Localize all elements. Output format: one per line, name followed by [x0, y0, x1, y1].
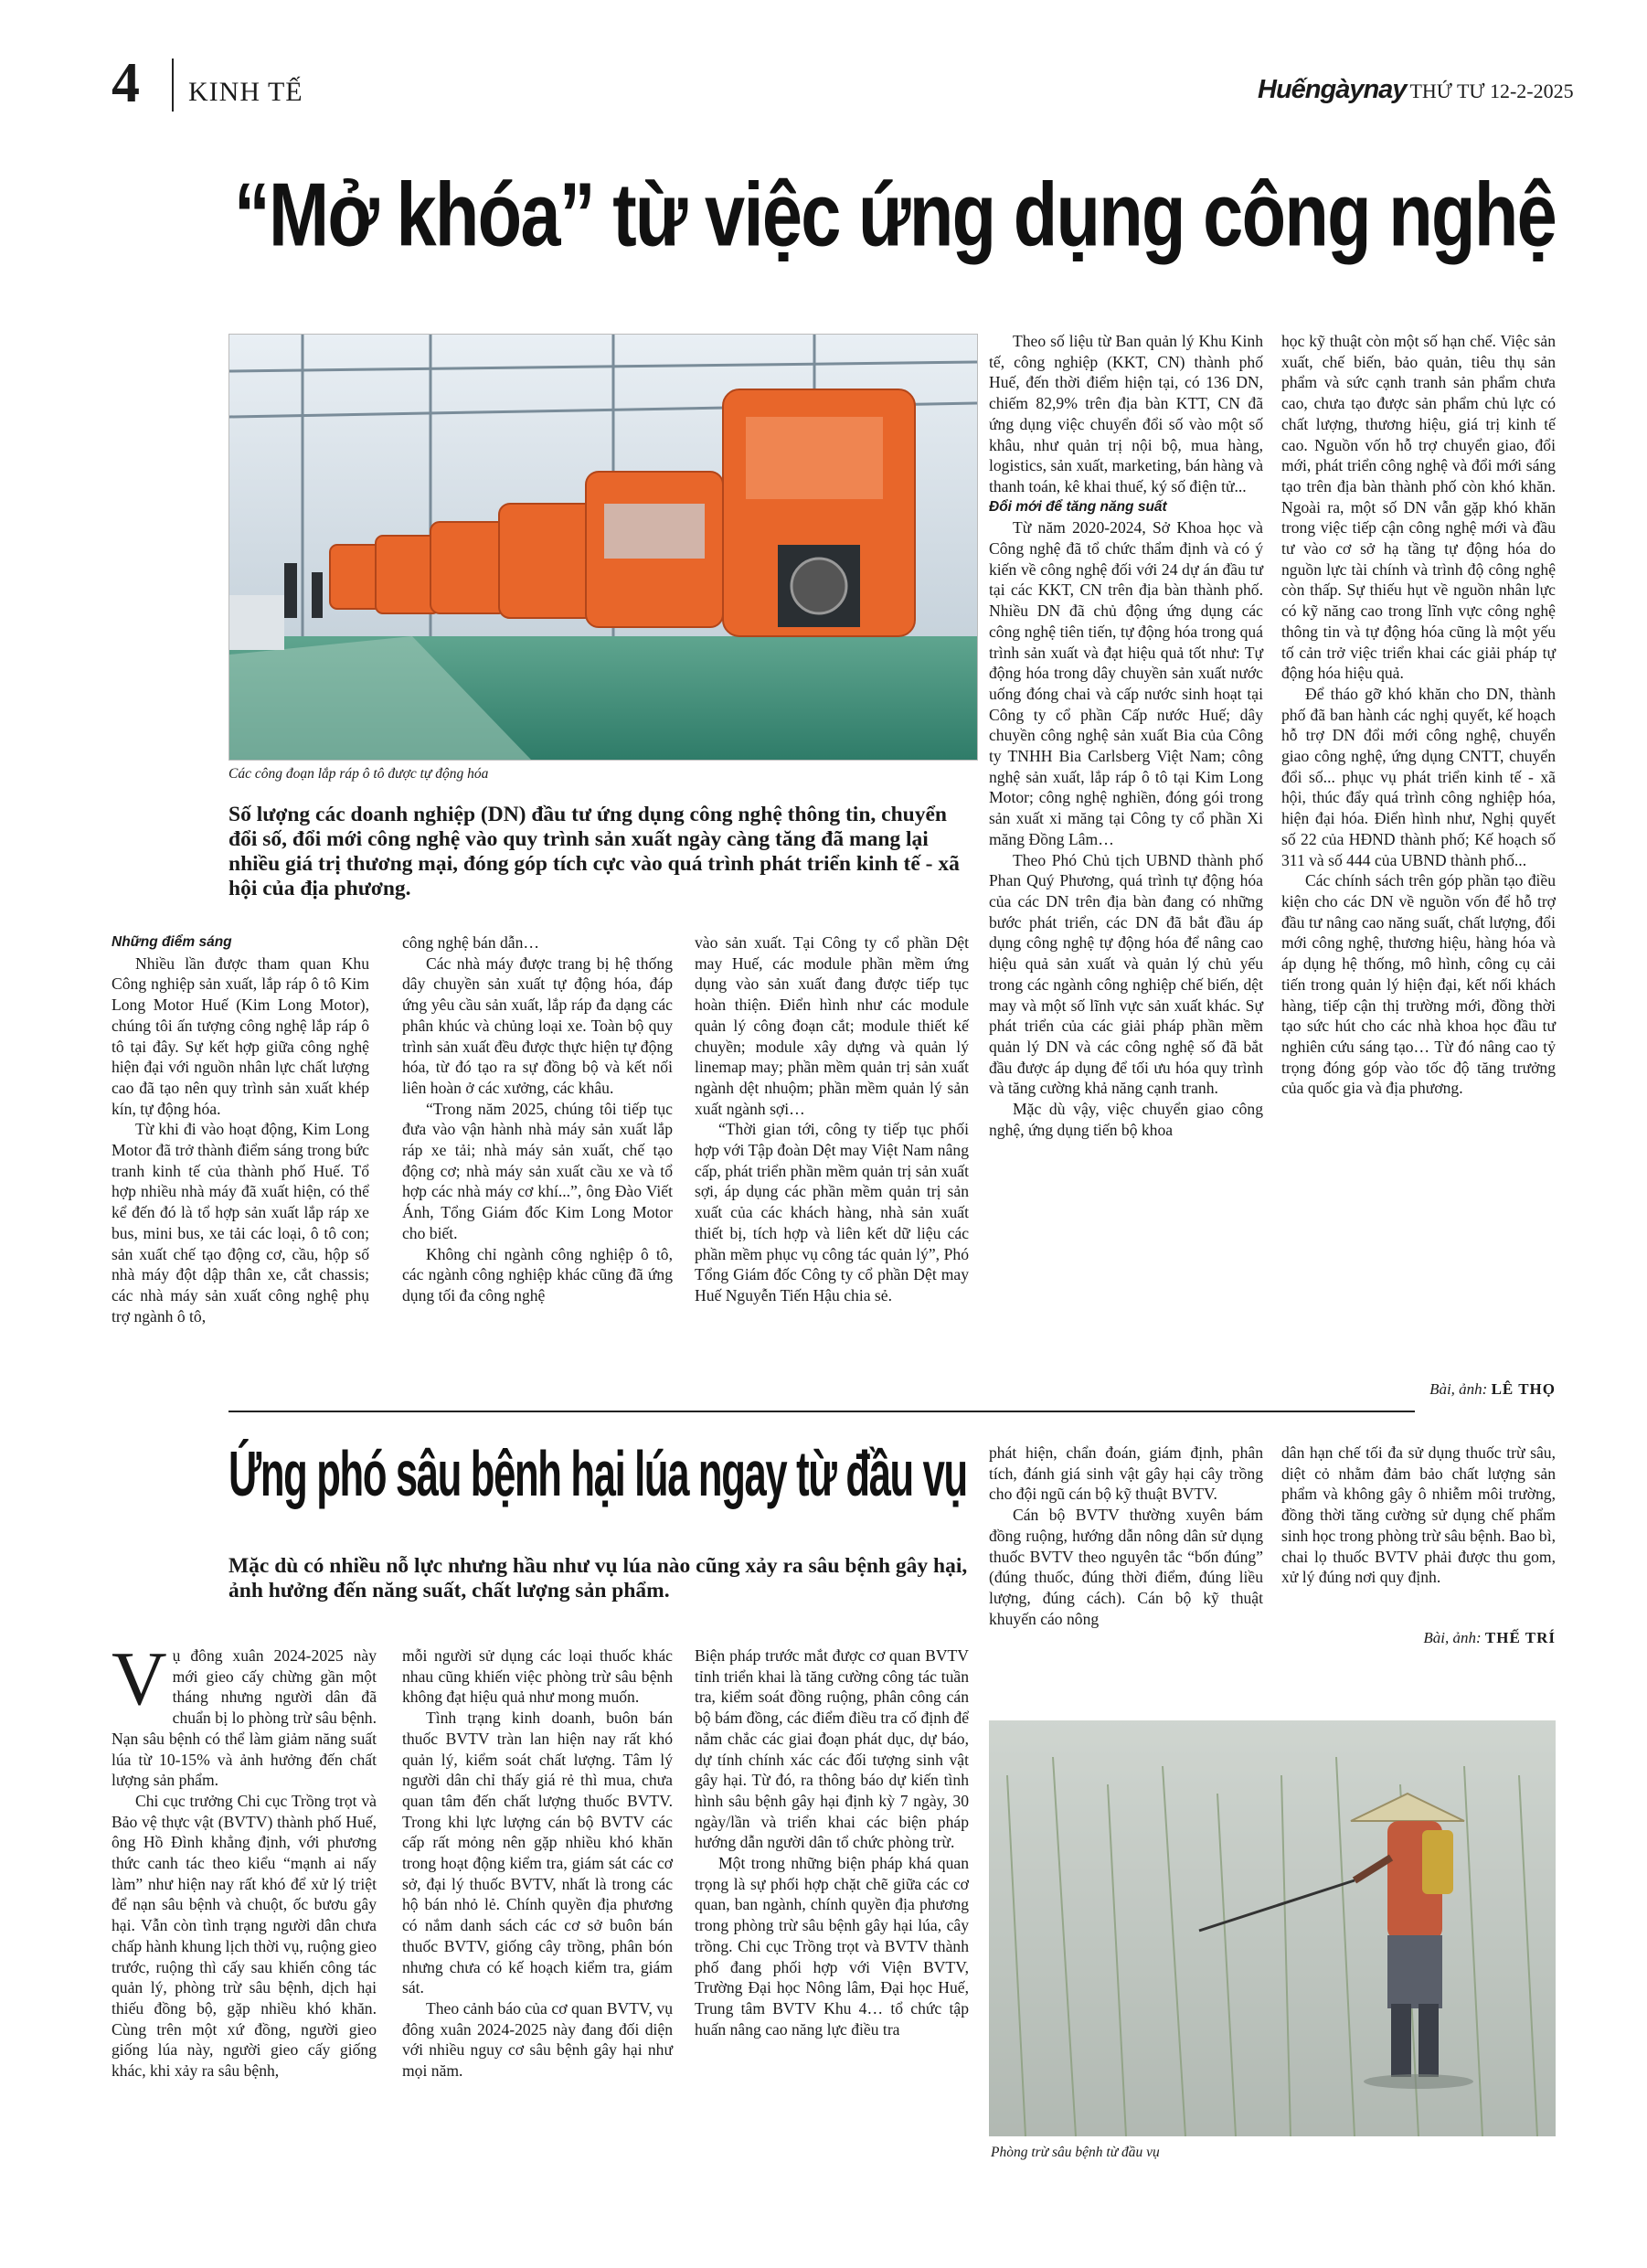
article1-byline [1281, 1380, 1556, 1399]
article1-column-4 [989, 331, 1263, 1140]
paragraph: Theo Phó Chủ tịch UBND thành phố Phan Quý Phương, quá trình tự động hóa của các DN trên địa bàn đang có những bước phát triển, các DN đã bắt đầu áp dụng công nghệ tự động hóa để nâng cao hiệu quả sản xuất và quản lý chủ yếu trong các ngành công nghiệp chế biến, dệt may và một số lĩnh vực sản xuất khác. Sự phát triển của các giải pháp phần mềm quản lý DN và các công nghệ số đã bắt đầu được áp dụng để tối ưu hóa quy trình và tăng cường khả năng cạnh tranh. [989, 850, 1263, 1098]
paragraph: Tình trạng kinh doanh, buôn bán thuốc BVTV tràn lan hiện nay rất khó quản lý, kiểm soát chất lượng. Tâm lý người dân chỉ thấy giá rẻ thì mua, chưa quan tâm đến chất lượng thuốc BVTV. Trong khi lực lượng cán bộ BVTV các cấp rất mỏng nên gặp nhiều khó khăn trong hoạt động kiểm tra, giám sát các cơ sở, đại lý thuốc BVTV, nhất là trong các hộ bán nhỏ lẻ. Chính quyền địa phương có nắm danh sách các cơ sở buôn bán thuốc BVTV, giống cây trồng, phân bón nhưng chưa có kế hoạch kiểm tra, giám sát. [402, 1709, 673, 1997]
page-number: 4 [112, 52, 140, 114]
paragraph: “Thời gian tới, công ty tiếp tục phối hợp với Tập đoàn Dệt may Việt Nam nâng cấp, phát triển phần mềm quản trị sản xuất sợi, áp dụng các phần mềm quản trị sản xuất của các khách hàng, nhà sản xuất thiết bị, tích hợp và liên kết dữ liệu các phần mềm phục vụ công tác quản lý”, Phó Tổng Giám đốc Công ty cổ phần Dệt may Huế Nguyễn Tiến Hậu chia sẻ. [695, 1120, 969, 1304]
paragraph: “Trong năm 2025, chúng tôi tiếp tục đưa vào vận hành nhà máy sản xuất lắp ráp xe tải; nhà máy sản xuất, chế tạo động cơ; nhà máy sản xuất cầu xe và tổ hợp các nhà máy cơ khí...”, ông Đào Viết Ánh, Tổng Giám đốc Kim Long Motor cho biết. [402, 1099, 673, 1242]
paragraph: Một trong những biện pháp khá quan trọng là sự phối hợp chặt chẽ giữa các cơ quan, ban ngành, chính quyền địa phương trong phòng trừ sâu bệnh gây hại lúa, cây trồng. Chi cục Trồng trọt và BVTV thành phố đang phối hợp với Viện BVTV, Trường Đại học Nông lâm, Đại học Huế, Trung tâm BVTV Khu 4… tổ chức tập huấn nâng cao năng lực điều tra [695, 1854, 969, 2039]
article1-subhead-2: Đổi mới để tăng năng suất [989, 498, 1167, 515]
paragraph: Nhiều lần được tham quan Khu Công nghiệp sản xuất, lắp ráp ô tô Kim Long Motor Huế (Kim Long Motor), chúng tôi ấn tượng công nghệ lắp ráp ô tô tại đây. Sự kết hợp giữa công nghệ hiện đại với nguồn nhân lực chất lượng cao đã tạo nên quy trình sản xuất khép kín, tự động hóa. [112, 953, 369, 1118]
article1-headline: “Mở khóa” từ việc ứng dụng công nghệ [234, 164, 1557, 265]
article2-headline: Ứng phó sâu bệnh hại lúa ngay từ đầu vụ [228, 1438, 967, 1510]
paragraph: mỗi người sử dụng các loại thuốc khác nhau cũng khiến việc phòng trừ sâu bệnh không đạt hiệu quả như mong muốn. [402, 1646, 673, 1707]
article1-photo [228, 334, 978, 761]
article1-column-2 [402, 932, 673, 1306]
paragraph: dân hạn chế tối đa sử dụng thuốc trừ sâu, diệt cỏ nhằm đảm bảo chất lượng sản phẩm và không gây ô nhiễm môi trường, đồng thời tăng cường sử dụng chế phẩm sinh học trong phòng trừ sâu bệnh. Bao bì, chai lọ thuốc BVTV phải được thu gom, xử lý đúng nơi quy định. [1281, 1443, 1556, 1587]
article2-photo-caption: Phòng trừ sâu bệnh từ đầu vụ [991, 2145, 1160, 2160]
article1-lead: Số lượng các doanh nghiệp (DN) đầu tư ứng dụng công nghệ thông tin, chuyển đổi số, đổi mới công nghệ vào quy trình sản xuất ngày càng tăng đã mang lại nhiều giá trị thương mại, đóng góp tích cực vào quá trình phát triển kinh tế - xã hội của địa phương. [228, 803, 960, 900]
paragraph: Theo số liệu từ Ban quản lý Khu Kinh tế, công nghiệp (KKT, CN) thành phố Huế, đến thời điểm hiện tại, có 136 DN, chiếm 82,9% trên địa bàn KTT, CN đã ứng dụng việc chuyển đổi số vào một số khâu, như quản trị nội bộ, mua hàng, logistics, sản xuất, marketing, bán hàng và thanh toán, kê khai thuế, ký số điện tử... [989, 332, 1263, 495]
article2-lead: Mặc dù có nhiều nỗ lực nhưng hầu như vụ lúa nào cũng xảy ra sâu bệnh gây hại, ảnh hưởng đến năng suất, chất lượng sản phẩm. [228, 1554, 968, 1603]
byline-name: LÊ THỌ [1491, 1380, 1556, 1398]
byline-name: THẾ TRÍ [1484, 1629, 1556, 1646]
article2-column-2 [402, 1645, 673, 2082]
article1-subhead-1: Những điểm sáng [112, 934, 232, 950]
byline-label: Bài, ảnh: [1429, 1380, 1488, 1398]
paragraph: Để tháo gỡ khó khăn cho DN, thành phố đã ban hành các nghị quyết, kế hoạch hỗ trợ DN đổi mới công nghệ, chuyển giao công nghệ, ứng dụng CNTT, chuyển đổi số... phục vụ phát triển kinh tế - xã hội, thúc đẩy quá trình công nghiệp hóa, hiện đại hóa. Điển hình như, Nghị quyết số 22 của HĐND thành phố; Kế hoạch số 311 và số 444 của UBND thành phố... [1281, 684, 1556, 869]
car-assembly-photo [229, 335, 977, 760]
masthead-date: THỨ TƯ 12-2-2025 [1409, 80, 1574, 102]
paragraph: Các chính sách trên góp phần tạo điều kiện cho các DN về nguồn vốn để hỗ trợ đầu tư nâng cao năng suất, chất lượng, đổi mới công nghệ, thương hiệu, hàng hóa và áp dụng hệ thống, mô hình, công cụ cải tiến trong quản lý hiện đại, kết nối khách hàng, tiếp cận thị trường mới, đồng thời tạo sức hút cho các nhà khoa học đầu tư nghiên cứu sáng tạo… Từ đó nâng cao tỷ trọng đóng góp vào tốc độ tăng trưởng của quốc gia và địa phương. [1281, 871, 1556, 1098]
article1-column-3 [695, 932, 969, 1306]
masthead-brand: Huếngàynay [1258, 75, 1407, 104]
paragraph: Từ năm 2020-2024, Sở Khoa học và Công nghệ đã tổ chức thẩm định và có ý kiến về công nghệ đối với 24 dự án đầu tư tại các KKT, CN trên địa bàn thành phố. Nhiều DN đã chủ động ứng dụng các công nghệ tiên tiến, tự động hóa trong quá trình sản xuất và đạt hiệu quả tốt như: Tự động hóa trong dây chuyền sản xuất nước uống đóng chai và cấp nước sinh hoạt tại Công ty cổ phần Cấp nước Huế; dây chuyền công nghệ sản xuất Bia của Công ty TNHH Bia Carlsberg Việt Nam; công nghệ sản xuất, lắp ráp ô tô tại Kim Long Motor; công nghệ nghiền, đóng gói trong sản xuất xi măng tại Công ty cổ phần Xi măng Đồng Lâm… [989, 518, 1263, 848]
masthead [1258, 75, 1574, 105]
paragraph: Các nhà máy được trang bị hệ thống dây chuyền sản xuất tự động hóa, đáp ứng yêu cầu sản xuất, lắp ráp đa dạng các phân khúc và chủng loại xe. Toàn bộ quy trình sản xuất đều được thực hiện tự động hóa, từ đó tạo ra sự đồng bộ và kết nối liên hoàn ở các xưởng, các khâu. [402, 953, 673, 1097]
article2-column-3 [695, 1645, 969, 2039]
rice-field-spraying-photo [989, 1720, 1556, 2136]
article2-column-1 [112, 1636, 377, 2082]
paragraph: vào sản xuất. Tại Công ty cổ phần Dệt may Huế, các module phần mềm ứng dụng vào sản xuất đang được tiếp tục hoàn thiện. Điển hình như các module quản lý công đoạn cắt; module thiết kế chuyền; module xây dựng và quản lý linemap may; phần mềm quản trị sản xuất ngành dệt nhuộm; phần mềm quản lý sản xuất ngành sợi… [695, 933, 969, 1118]
paragraph: công nghệ bán dẫn… [402, 933, 539, 952]
article1-column-1 [112, 932, 369, 1326]
dropcap: V [112, 1636, 167, 1721]
paragraph: Mặc dù vậy, việc chuyển giao công nghệ, ứng dụng tiến bộ khoa [989, 1100, 1263, 1139]
article1-photo-caption: Các công đoạn lắp ráp ô tô được tự động hóa [228, 766, 489, 782]
paragraph: học kỹ thuật còn một số hạn chế. Việc sản xuất, chế biến, bảo quản, tiêu thụ sản phẩm và sức cạnh tranh sản phẩm chưa cao, chưa tạo được sản phẩm chủ lực có chất lượng, thương hiệu, giá trị kinh tế cao. Nguồn vốn hỗ trợ chuyển giao, đổi mới, phát triển công nghệ và đổi mới sáng tạo trên địa bàn thành phố còn khó khăn. Ngoài ra, một số DN vẫn gặp khó khăn trong việc tiếp cận công nghệ mới và đầu tư vào cơ sở hạ tầng tự động hóa do nguồn lực tài chính và trình độ công nghệ còn thấp. Sự thiếu hụt về nguồn nhân lực có kỹ năng cao trong lĩnh vực công nghệ thông tin và tự động hóa cũng là một yếu tố cản trở việc triển khai các giải pháp tự động hóa hiệu quả. [1281, 332, 1556, 683]
header-divider [172, 59, 174, 112]
paragraph: Chi cục trưởng Chi cục Trồng trọt và Bảo vệ thực vật (BVTV) thành phố Huế, ông Hồ Đình khẳng định, với phương thức canh tác theo kiểu “mạnh ai nấy làm” như hiện nay rất khó để xử lý triệt để nạn sâu bệnh và chuột, ốc bươu gây hại. Vẫn còn tình trạng người dân chưa chấp hành khung lịch thời vụ, ruộng gieo trước, ruộng thì cấy sau khiến công tác quản lý, phòng trừ sâu bệnh, dịch hại thiếu đồng bộ, gặp nhiều khó khăn. Cùng trên một xứ đồng, người gieo giống lúa này, người gieo cấy giống khác, khi xảy ra sâu bệnh, [112, 1791, 377, 2081]
article2-column-4 [989, 1443, 1263, 1629]
paragraph: Từ khi đi vào hoạt động, Kim Long Motor đã trở thành điểm sáng trong bức tranh kinh tế của thành phố Huế. Tổ hợp nhiều nhà máy đã xuất hiện, có thể kể đến đó là tổ hợp sản xuất lắp ráp xe bus, mini bus, xe tải các loại, ô tô con; sản xuất chế tạo động cơ, cầu, hộp số nhà máy đột dập thân xe, cắt chassis; các nhà máy sản xuất công nghệ phụ trợ ngành ô tô, [112, 1120, 369, 1326]
article2-photo [989, 1720, 1556, 2136]
byline-label: Bài, ảnh: [1423, 1629, 1482, 1646]
article2-column-5 [1281, 1443, 1556, 1588]
paragraph [112, 1636, 377, 1791]
article2-byline [1281, 1629, 1556, 1647]
article-divider [228, 1411, 1415, 1412]
article1-column-5 [1281, 331, 1556, 1099]
paragraph: phát hiện, chẩn đoán, giám định, phân tích, đánh giá sinh vật gây hại cây trồng cho đội ngũ cán bộ kỹ thuật BVTV. [989, 1443, 1263, 1504]
first-paragraph-text: ụ đông xuân 2024-2025 này mới gieo cấy chừng gần một tháng nhưng người dân đã chuẩn bị lo phòng trừ sâu bệnh. Nạn sâu bệnh có thể làm giảm năng suất lúa từ 10-15% và ảnh hưởng đến chất lượng sản phẩm. [112, 1646, 377, 1790]
paragraph: Không chỉ ngành công nghiệp ô tô, các ngành công nghiệp khác cũng đã ứng dụng tối đa công nghệ [402, 1244, 673, 1304]
section-name: KINH TẾ [188, 77, 303, 107]
paragraph: Cán bộ BVTV thường xuyên bám đồng ruộng, hướng dẫn nông dân sử dụng thuốc BVTV theo nguyên tắc “bốn đúng” (đúng thuốc, đúng thời điểm, đúng liều lượng, đúng cách). Cán bộ kỹ thuật khuyến cáo nông [989, 1506, 1263, 1628]
paragraph: Theo cảnh báo của cơ quan BVTV, vụ đông xuân 2024-2025 này đang đối diện với nhiều nguy cơ sâu bệnh gây hại như mọi năm. [402, 1998, 673, 2081]
paragraph: Biện pháp trước mắt được cơ quan BVTV tỉnh triển khai là tăng cường công tác tuần tra, kiểm soát đồng ruộng, phân công cán bộ bám đồng, các điểm điều tra cố định để nắm chắc các giai đoạn phát dục, dự báo, dự tính chính xác các đối tượng sinh vật gây hại. Từ đó, ra thông báo dự kiến tình hình sâu bệnh gây hại định kỳ 7 ngày, 30 ngày/lần và triển khai các biện pháp hướng dẫn người dân tổ chức phòng trừ. [695, 1646, 969, 1852]
